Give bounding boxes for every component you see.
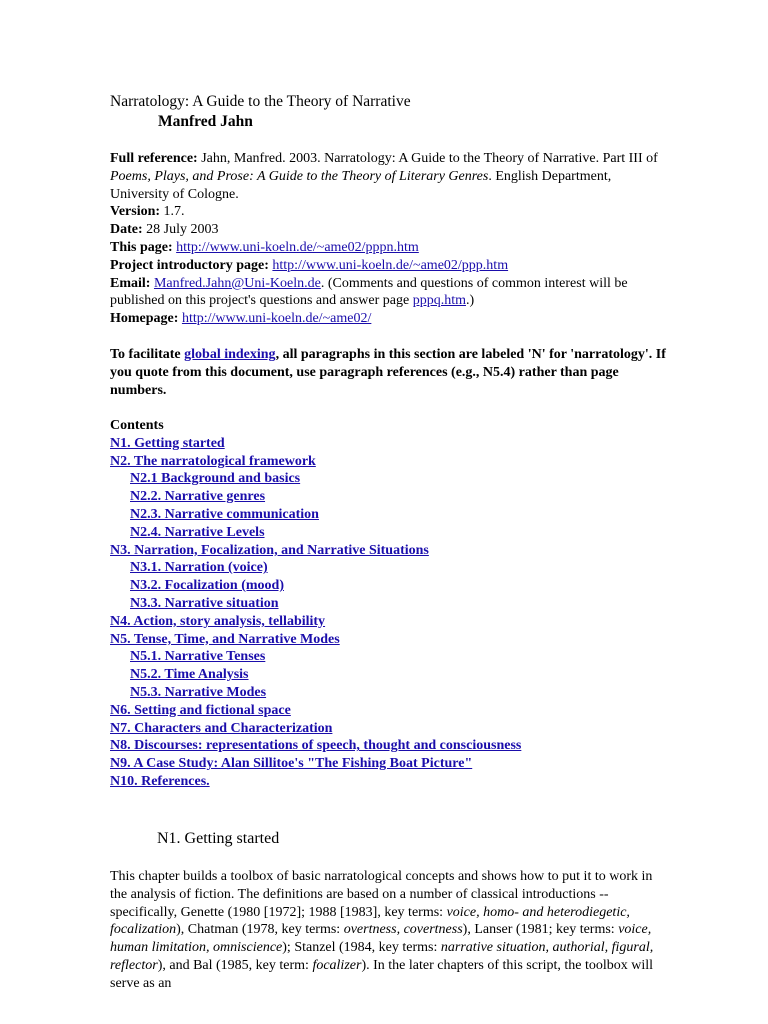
contents-link[interactable]: N2.2. Narrative genres bbox=[130, 489, 266, 505]
contents-item bbox=[110, 648, 670, 666]
contents-item bbox=[110, 737, 670, 755]
date-value: 28 July 2003 bbox=[142, 222, 219, 238]
note-text-1: To facilitate bbox=[110, 347, 185, 362]
body-italic-4: narrative situation, authorial, figural, reflector bbox=[110, 940, 654, 973]
contents-item bbox=[110, 559, 670, 577]
contents-link[interactable]: N5.1. Narrative Tenses bbox=[130, 649, 266, 665]
contents-item bbox=[110, 577, 670, 595]
full-reference-label: Full reference: bbox=[110, 151, 198, 166]
full-reference bbox=[110, 150, 670, 203]
title-block bbox=[110, 92, 411, 132]
contents-heading: Contents bbox=[110, 418, 164, 433]
body-text-6: ). In the later chapters of this script, the toolbox will serve as an bbox=[110, 957, 654, 991]
body-italic-1: voice, homo- and heterodiegetic, focalization bbox=[110, 904, 630, 938]
version-line bbox=[110, 203, 670, 221]
contents-item bbox=[110, 506, 670, 524]
contents-link[interactable]: N7. Characters and Characterization bbox=[110, 720, 333, 736]
contents-item bbox=[110, 684, 670, 702]
section-body bbox=[110, 868, 670, 993]
qa-page-link[interactable]: pppq.htm bbox=[412, 293, 466, 309]
section-heading: N1. Getting started bbox=[157, 830, 280, 847]
email-text-end: .) bbox=[465, 293, 475, 309]
body-text-4: ); Stanzel (1984, key terms: bbox=[282, 940, 441, 956]
contents-link[interactable]: N5. Tense, Time, and Narrative Modes bbox=[110, 631, 340, 647]
contents-item bbox=[110, 595, 670, 613]
body-text-1: This chapter builds a toolbox of basic narratological concepts and shows how to put it to work in the analysis of fiction. The definitions are based on a number of classical introductions -- specifically, Genette (1980 [1972]; 1988 [1983], key terms: bbox=[110, 869, 653, 920]
full-reference-italic: Poems, Plays, and Prose: A Guide to the Theory of Literary Genres bbox=[110, 168, 489, 184]
homepage-link[interactable]: http://www.uni-koeln.de/~ame02/ bbox=[181, 311, 372, 327]
email-line bbox=[110, 275, 670, 311]
version-value: 1.7. bbox=[160, 204, 185, 220]
contents-item bbox=[110, 453, 670, 471]
contents-link[interactable]: N3. Narration, Focalization, and Narrative Situations bbox=[110, 542, 429, 558]
this-page-line bbox=[110, 239, 670, 257]
project-label: Project introductory page: bbox=[110, 257, 269, 273]
contents-item bbox=[110, 720, 670, 738]
this-page-link[interactable]: http://www.uni-koeln.de/~ame02/pppn.htm bbox=[176, 239, 419, 255]
body-text-3: ), Lanser (1981; key terms: bbox=[462, 922, 619, 938]
email-label: Email: bbox=[110, 275, 151, 291]
full-reference-text-2: . English Department, University of Cologne. bbox=[110, 168, 612, 202]
indexing-note bbox=[110, 346, 670, 399]
version-label: Version: bbox=[110, 204, 161, 220]
contents-link[interactable]: N2. The narratological framework bbox=[110, 453, 316, 469]
document-author: Manfred Jahn bbox=[158, 113, 253, 130]
contents-link[interactable]: N2.3. Narrative communication bbox=[130, 506, 319, 522]
contents-link[interactable]: N6. Setting and fictional space bbox=[110, 702, 291, 718]
note-text-2: , all paragraphs in this section are labeled 'N' for 'narratology'. If you quote from this document, use paragraph references (e.g., N5.4) rather than page numbers. bbox=[110, 347, 666, 398]
body-text-5: ), and Bal (1985, key term: bbox=[157, 957, 313, 973]
contents-item bbox=[110, 613, 670, 631]
contents-link[interactable]: N2.4. Narrative Levels bbox=[130, 524, 265, 540]
contents-item bbox=[110, 666, 670, 684]
global-indexing-link[interactable]: global indexing bbox=[184, 347, 276, 362]
contents-item bbox=[110, 488, 670, 506]
contents-link[interactable]: N2.1 Background and basics bbox=[130, 471, 301, 487]
project-line bbox=[110, 257, 670, 275]
contents-link[interactable]: N3.2. Focalization (mood) bbox=[130, 578, 284, 594]
email-text: . (Comments and questions of common interest will be published on this project's questions and answer page bbox=[110, 275, 628, 309]
metadata-block bbox=[110, 150, 670, 328]
full-reference-text-1: Jahn, Manfred. 2003. Narratology: A Guide to the Theory of Narrative. Part III of bbox=[197, 151, 658, 166]
contents-item bbox=[110, 773, 670, 791]
homepage-label: Homepage: bbox=[110, 311, 179, 327]
date-line bbox=[110, 221, 670, 239]
project-link[interactable]: http://www.uni-koeln.de/~ame02/ppp.htm bbox=[272, 257, 509, 273]
contents-item bbox=[110, 631, 670, 649]
body-italic-2: overtness, covertness bbox=[343, 922, 463, 938]
contents-item bbox=[110, 435, 670, 453]
document-title: Narratology: A Guide to the Theory of Narrative bbox=[110, 93, 411, 110]
body-italic-3: voice, human limitation, omniscience bbox=[110, 922, 652, 956]
contents-item bbox=[110, 542, 670, 560]
table-of-contents bbox=[110, 417, 670, 791]
contents-link[interactable]: N5.2. Time Analysis bbox=[130, 667, 249, 683]
body-text-2: ), Chatman (1978, key terms: bbox=[176, 922, 344, 938]
contents-link[interactable]: N1. Getting started bbox=[110, 435, 225, 451]
contents-link[interactable]: N10. References. bbox=[110, 773, 210, 789]
contents-item bbox=[110, 524, 670, 542]
contents-item bbox=[110, 470, 670, 488]
contents-link[interactable]: N9. A Case Study: Alan Sillitoe's "The Fishing Boat Picture" bbox=[110, 756, 473, 772]
homepage-line bbox=[110, 310, 670, 328]
contents-link[interactable]: N3.1. Narration (voice) bbox=[130, 560, 268, 576]
body-italic-5: focalizer bbox=[312, 957, 362, 973]
contents-link[interactable]: N4. Action, story analysis, tellability bbox=[110, 613, 326, 629]
contents-link[interactable]: N3.3. Narrative situation bbox=[130, 595, 279, 611]
contents-list bbox=[110, 435, 670, 791]
contents-item bbox=[110, 702, 670, 720]
contents-link[interactable]: N5.3. Narrative Modes bbox=[130, 684, 267, 700]
contents-item bbox=[110, 755, 670, 773]
email-link[interactable]: Manfred.Jahn@Uni-Koeln.de bbox=[153, 275, 321, 291]
this-page-label: This page: bbox=[110, 239, 173, 255]
date-label: Date: bbox=[110, 222, 143, 238]
body-paragraph bbox=[110, 868, 670, 993]
contents-link[interactable]: N8. Discourses: representations of speech, thought and consciousness bbox=[110, 738, 522, 754]
